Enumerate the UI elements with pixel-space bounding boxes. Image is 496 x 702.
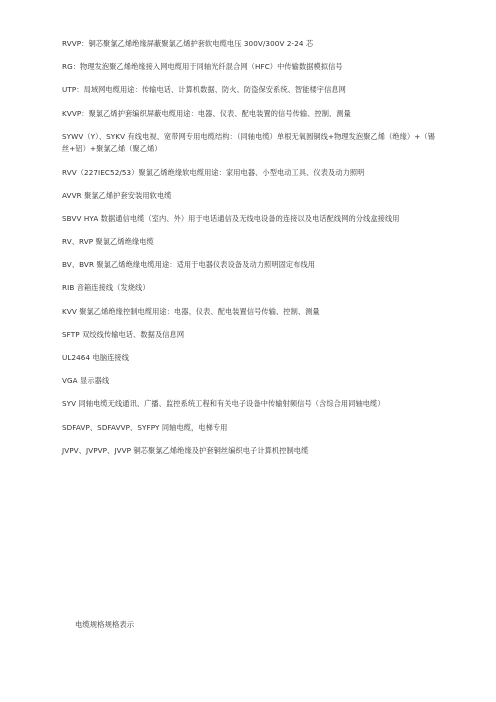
cable-entry-rg: RG：物理发泡聚乙烯绝缘接入网电缆用于同轴光纤混合网（HFC）中传输数据模拟信号 — [62, 62, 343, 72]
cable-entry-vga: VGA 显示器线 — [62, 376, 110, 386]
cable-entry-kvv: KVV 聚氯乙烯绝缘控制电缆用途：电器、仪表、配电装置信号传输、控制、测量 — [62, 306, 320, 316]
cable-list — [62, 38, 440, 468]
cable-entry-sywv: SYWV（Y）、SYKV 有线电视、宽带网专用电缆结构：（同轴电缆）单根无氧圆铜线+物理发泡聚乙烯（绝缘）+（锡丝+铝）+聚氯乙烯（聚乙烯） — [62, 131, 435, 154]
cable-entry-sftp: SFTP 双绞线传输电话、数据及信息网 — [62, 329, 185, 339]
cable-entry-rv-rvp: RV、RVP 聚氯乙烯绝缘电缆 — [62, 237, 154, 247]
cable-entry-ul2464: UL2464 电脑连接线 — [62, 353, 129, 363]
cable-entry-bv-bvr: BV、BVR 聚氯乙烯绝缘电缆用途：适用于电器仪表设备及动力照明固定布线用 — [62, 260, 316, 270]
cable-entry-rvvp: RVVP：铜芯聚氯乙烯绝缘屏蔽聚氯乙烯护套软电缆电压 300V/300V 2-24 芯 — [62, 39, 314, 48]
cable-entry-utp: UTP：局域网电缆用途：传输电话、计算机数据、防火、防盗保安系统、智能楼宇信息网 — [62, 85, 346, 95]
cable-entry-sbvv-hya: SBVV HYA 数据通信电缆（室内、外）用于电话通信及无线电设备的连接以及电话配线网的分线盒接线用 — [62, 213, 400, 223]
cable-entry-sdfavp: SDFAVP、SDFAVVP、SYFPY 同轴电缆，电梯专用 — [62, 422, 228, 432]
cable-entry-syv: SYV 同轴电缆无线通讯、广播、监控系统工程和有关电子设备中传输射频信号（含综合用同轴电缆） — [62, 399, 385, 409]
cable-entry-rvv: RVV（227IEC52/53）聚氯乙烯绝缘软电缆用途：家用电器、小型电动工具、仪表及动力照明 — [62, 167, 365, 177]
cable-entry-kvvp: KVVP：聚氯乙烯护套编织屏蔽电缆用途：电器、仪表、配电装置的信号传输、控制、测量 — [62, 108, 351, 118]
cable-entry-jvpv: JVPV、JVPVP、JVVP 铜芯聚氯乙烯绝缘及护套铜丝编织电子计算机控制电缆 — [62, 445, 309, 455]
cable-entry-avvr: AVVR 聚氯乙烯护套安装用软电缆 — [62, 190, 172, 200]
section-heading: 电缆规格规格表示 — [75, 620, 135, 629]
cable-entry-rib: RIB 音箱连接线（发烧线） — [62, 283, 150, 293]
